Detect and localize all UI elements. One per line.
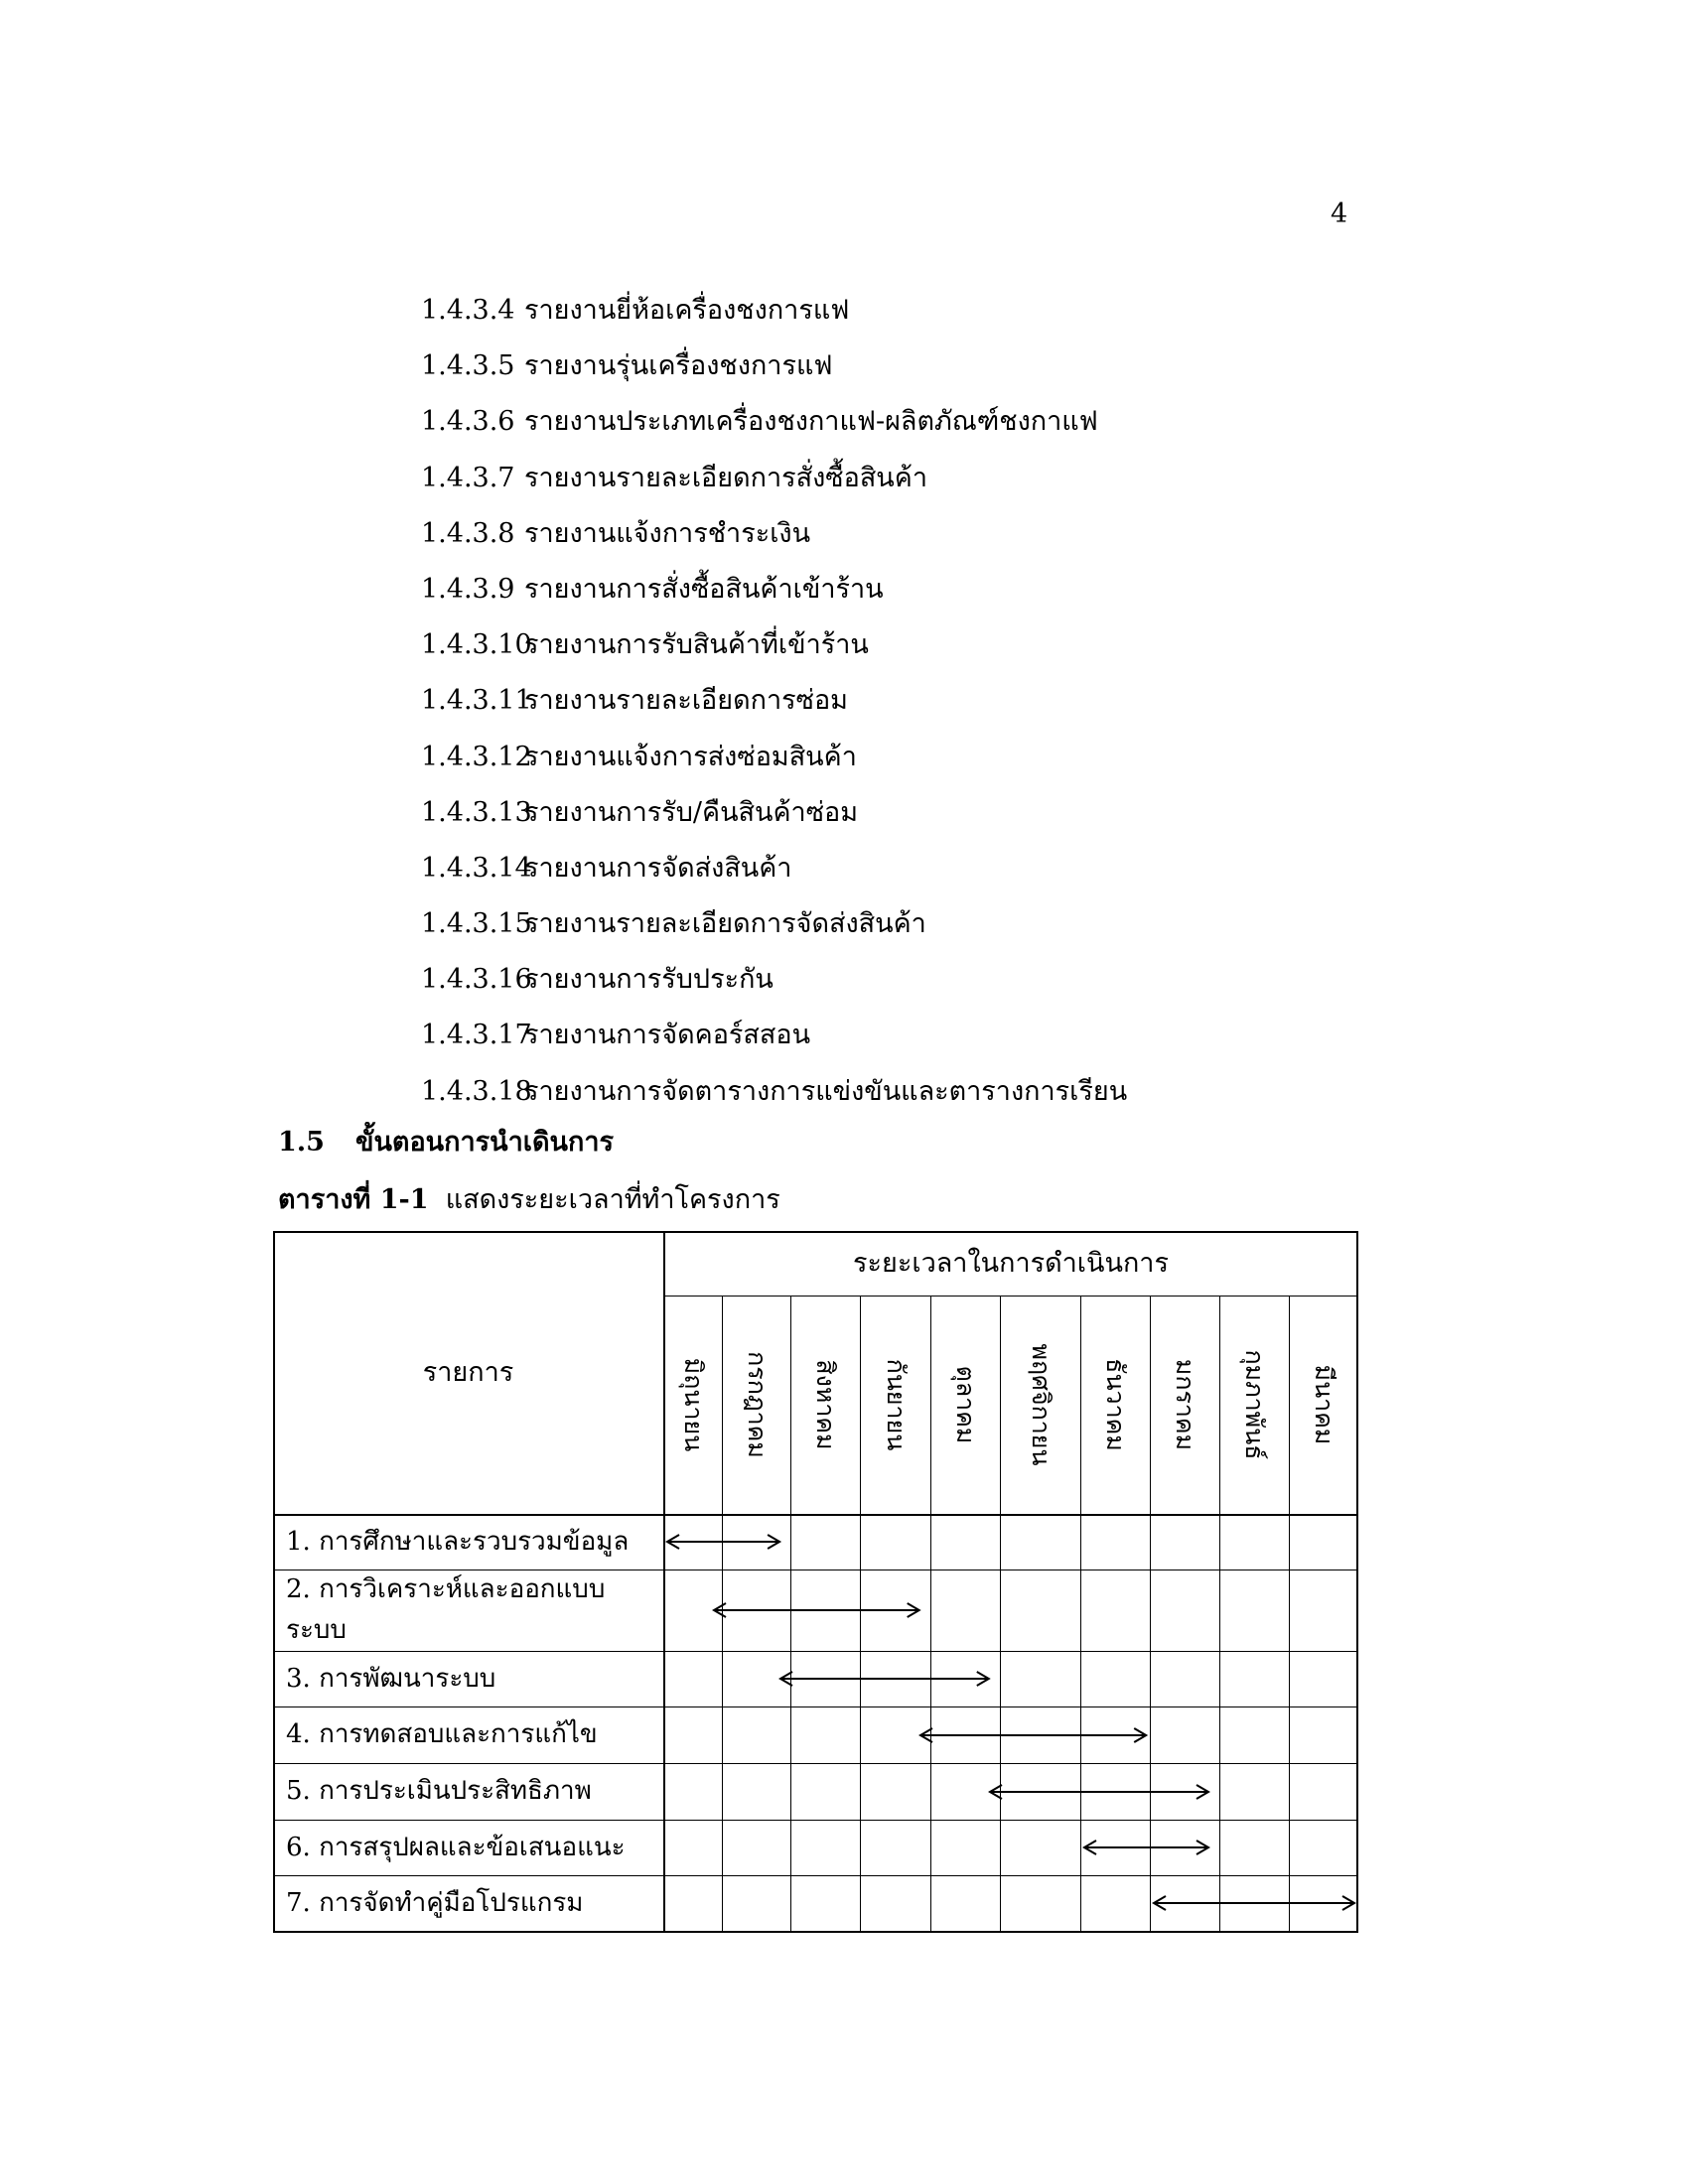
report-item	[421, 896, 1127, 952]
month-header	[930, 1296, 1000, 1514]
month-label: กันยายน	[881, 1358, 911, 1451]
report-text: รายงานยี่ห้อเครื่องชงการแฟ	[524, 295, 850, 326]
task-label-line: 6. การสรุปผลและข้อเสนอแนะ	[286, 1833, 626, 1862]
report-text: รายงานรายละเอียดการจัดส่งสินค้า	[524, 908, 926, 940]
month-header	[860, 1296, 930, 1514]
report-item	[421, 283, 1127, 339]
report-number: 1.4.3.17	[421, 1020, 532, 1051]
month-header	[790, 1296, 860, 1514]
table-border	[273, 1931, 1358, 1933]
report-item	[421, 952, 1127, 1008]
task-label-line: 5. การประเมินประสิทธิภาพ	[286, 1776, 592, 1806]
report-number: 1.4.3.7	[421, 462, 515, 493]
report-number: 1.4.3.9	[421, 573, 515, 605]
month-label: ตุลาคม	[951, 1365, 980, 1444]
report-number: 1.4.3.4	[421, 295, 515, 326]
month-label: กรกฎาคม	[742, 1351, 772, 1458]
report-item	[421, 673, 1127, 729]
task-label-line: ระบบ	[286, 1615, 347, 1645]
report-item	[421, 730, 1127, 785]
report-item	[421, 506, 1127, 562]
report-text: รายงานรุ่นเครื่องชงการแฟ	[524, 350, 833, 382]
table-border	[273, 1231, 1358, 1233]
task-label	[286, 1570, 605, 1651]
table-caption-text: แสดงระยะเวลาที่ทำโครงการ	[445, 1184, 780, 1215]
duration-arrow	[665, 1532, 781, 1552]
task-label-line: 2. การวิเคราะห์และออกแบบ	[286, 1574, 606, 1604]
task-label	[286, 1820, 626, 1875]
month-label: กุมภาพันธ์	[1240, 1349, 1269, 1460]
schedule-table	[273, 1231, 1358, 1971]
month-label: พฤศจิกายน	[1026, 1343, 1055, 1466]
report-text: รายงานการจัดคอร์สสอน	[524, 1020, 811, 1051]
items-header: รายการ	[422, 1357, 514, 1388]
section-title: ขั้นตอนการนำเดินการ	[355, 1127, 614, 1158]
duration-arrow	[918, 1725, 1148, 1745]
report-item	[421, 617, 1127, 673]
section-number: 1.5	[278, 1127, 325, 1158]
task-label-line: 4. การทดสอบและการแก้ไข	[286, 1719, 598, 1749]
report-text: รายงานรายละเอียดการซ่อม	[524, 685, 848, 717]
month-header	[722, 1296, 790, 1514]
report-item	[421, 394, 1127, 450]
report-text: รายงานประเภทเครื่องชงกาแฟ-ผลิตภัณฑ์ชงกาแฟ	[524, 406, 1098, 438]
task-label	[286, 1651, 495, 1706]
report-item	[421, 1008, 1127, 1063]
report-text: รายงานแจ้งการส่งซ่อมสินค้า	[524, 741, 857, 772]
duration-arrow	[1082, 1838, 1210, 1857]
month-label: มีนาคม	[1310, 1364, 1338, 1445]
task-label	[286, 1514, 629, 1570]
duration-arrow	[712, 1600, 921, 1620]
task-label	[286, 1875, 583, 1931]
report-number: 1.4.3.13	[421, 796, 532, 828]
report-number: 1.4.3.8	[421, 517, 515, 549]
month-header	[1000, 1296, 1080, 1514]
report-number: 1.4.3.16	[421, 964, 532, 996]
month-label: มกราคม	[1171, 1358, 1199, 1451]
report-text: รายงานการรับประกัน	[524, 964, 774, 996]
month-header	[663, 1296, 722, 1514]
month-header	[1150, 1296, 1219, 1514]
period-header: ระยะเวลาในการดำเนินการ	[853, 1248, 1169, 1279]
report-text: รายงานรายละเอียดการสั่งซื้อสินค้า	[524, 462, 927, 493]
month-label: มิถุนายน	[678, 1357, 708, 1452]
month-label: สิงหาคม	[811, 1359, 840, 1450]
month-header	[1289, 1296, 1358, 1514]
report-number: 1.4.3.10	[421, 629, 532, 661]
table-caption	[278, 1177, 780, 1220]
report-text: รายงานการจัดส่งสินค้า	[524, 852, 792, 884]
month-header	[1080, 1296, 1150, 1514]
report-number: 1.4.3.18	[421, 1075, 532, 1107]
duration-arrow	[988, 1782, 1210, 1802]
report-number: 1.4.3.11	[421, 685, 532, 717]
report-number: 1.4.3.12	[421, 741, 532, 772]
report-number: 1.4.3.15	[421, 908, 532, 940]
table-border	[273, 1231, 275, 1933]
task-label	[286, 1763, 592, 1820]
report-item	[421, 339, 1127, 394]
report-text: รายงานการจัดตารางการแข่งขันและตารางการเรียน	[524, 1075, 1128, 1107]
task-label-line: 3. การพัฒนาระบบ	[286, 1664, 496, 1694]
report-text: รายงานการสั่งซื้อสินค้าเข้าร้าน	[524, 573, 884, 605]
report-number: 1.4.3.5	[421, 350, 515, 382]
report-number: 1.4.3.6	[421, 406, 515, 438]
duration-arrow	[1152, 1893, 1356, 1913]
month-header	[1219, 1296, 1289, 1514]
duration-arrow	[778, 1669, 991, 1689]
task-label	[286, 1706, 598, 1763]
report-text: รายงานการรับ/คืนสินค้าซ่อม	[524, 796, 859, 828]
report-item	[421, 841, 1127, 896]
report-item	[421, 562, 1127, 617]
section-heading	[278, 1120, 614, 1162]
task-label-line: 7. การจัดทำคู่มือโปรแกรม	[286, 1888, 584, 1918]
table-caption-label: ตารางที่ 1-1	[278, 1184, 429, 1215]
report-item	[421, 1064, 1127, 1120]
page-number: 4	[1331, 199, 1348, 229]
report-text: รายงานการรับสินค้าที่เข้าร้าน	[524, 629, 869, 661]
report-item	[421, 451, 1127, 506]
report-item	[421, 785, 1127, 841]
task-label-line: 1. การศึกษาและรวบรวมข้อมูล	[286, 1527, 630, 1557]
month-label: ธันวาคม	[1101, 1358, 1130, 1451]
report-text: รายงานแจ้งการชำระเงิน	[524, 517, 811, 549]
report-number: 1.4.3.14	[421, 852, 532, 884]
report-list	[421, 283, 1127, 1120]
